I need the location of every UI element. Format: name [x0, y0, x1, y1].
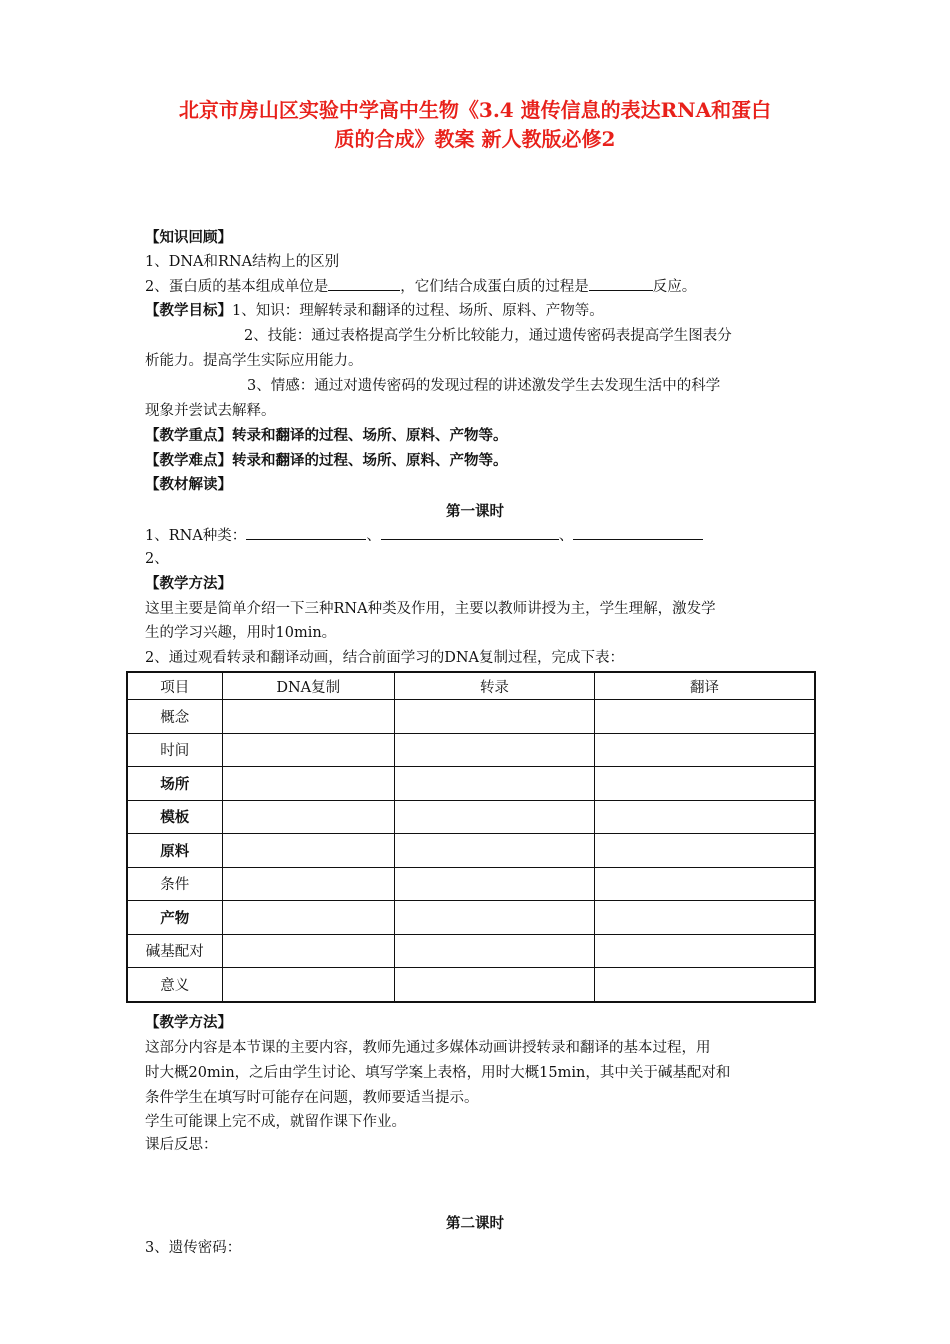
row-label: 产物 — [127, 901, 222, 935]
table-cell[interactable] — [594, 901, 815, 935]
table-cell[interactable] — [594, 867, 815, 901]
table-cell[interactable] — [222, 901, 394, 935]
goals-line-4: 3、情感：通过对遗传密码的发现过程的讲述激发学生去发现生活中的科学 — [247, 378, 721, 394]
table-header-cell: DNA复制 — [222, 672, 394, 700]
table-cell[interactable] — [394, 901, 594, 935]
method-text-2c: 条件学生在填写时可能存在问题，教师要适当提示。 — [145, 1090, 479, 1106]
method-heading-2: 【教学方法】 — [145, 1014, 232, 1031]
difficulty: 【教学难点】转录和翻译的过程、场所、原料、产物等。 — [145, 452, 508, 469]
method-text-2d: 学生可能课上完不成，就留作课下作业。 — [145, 1114, 406, 1130]
row-label: 原料 — [127, 834, 222, 868]
table-header-cell: 转录 — [394, 672, 594, 700]
fill-blank — [246, 525, 366, 540]
table-header-cell: 翻译 — [594, 672, 815, 700]
table-cell[interactable] — [394, 968, 594, 1002]
document-title — [120, 96, 830, 154]
reflection-label: 课后反思： — [145, 1137, 218, 1153]
table-row — [127, 968, 815, 1002]
title-line-2: 质的合成》教案 新人教版必修2 — [334, 127, 616, 151]
table-cell[interactable] — [222, 700, 394, 734]
genetic-code-item: 3、遗传密码： — [145, 1240, 242, 1256]
table-row — [127, 700, 815, 734]
row-label: 碱基配对 — [127, 934, 222, 968]
goals-line-3: 析能力。提高学生实际应用能力。 — [145, 353, 363, 369]
review-item-2: 2、蛋白质的基本组成单位是 ，它们结合成蛋白质的过程是 反应。 — [145, 276, 696, 297]
table-cell[interactable] — [394, 700, 594, 734]
fill-blank — [573, 525, 703, 540]
table-header-row — [127, 672, 815, 700]
table-cell[interactable] — [594, 767, 815, 801]
table-row — [127, 834, 815, 868]
table-cell[interactable] — [222, 733, 394, 767]
table-cell[interactable] — [594, 800, 815, 834]
lesson-1-item-2: 2、 — [145, 551, 169, 567]
lesson-2-title: 第二课时 — [446, 1215, 504, 1232]
row-label: 模板 — [127, 800, 222, 834]
review-heading: 【知识回顾】 — [145, 229, 232, 246]
rna-types-line: 1、RNA种类： 、 、 — [145, 525, 703, 546]
table-row — [127, 733, 815, 767]
title-line-1: 北京市房山区实验中学高中生物《3.4 遗传信息的表达RNA和蛋白 — [178, 98, 772, 122]
table-cell[interactable] — [222, 968, 394, 1002]
table-header-cell: 项目 — [127, 672, 222, 700]
table-cell[interactable] — [394, 733, 594, 767]
method-heading-1: 【教学方法】 — [145, 575, 232, 592]
table-cell[interactable] — [222, 767, 394, 801]
fill-blank — [589, 276, 653, 291]
table-cell[interactable] — [594, 934, 815, 968]
goals-line-1: 【教学目标】1、知识：理解转录和翻译的过程、场所、原料、产物等。 — [145, 302, 604, 319]
table-row — [127, 867, 815, 901]
reading-heading: 【教材解读】 — [145, 476, 232, 493]
row-label: 意义 — [127, 968, 222, 1002]
table-row — [127, 800, 815, 834]
table-cell[interactable] — [394, 800, 594, 834]
method-text-2a: 这部分内容是本节课的主要内容，教师先通过多媒体动画讲授转录和翻译的基本过程，用 — [145, 1040, 711, 1056]
comparison-table — [126, 671, 816, 1003]
table-cell[interactable] — [594, 968, 815, 1002]
review-item-1: 1、DNA和RNA结构上的区别 — [145, 254, 340, 270]
row-label: 时间 — [127, 733, 222, 767]
lesson-1-title: 第一课时 — [446, 503, 504, 520]
table-row — [127, 934, 815, 968]
table-intro: 2、通过观看转录和翻译动画，结合前面学习的DNA复制过程，完成下表： — [145, 650, 625, 666]
table-row — [127, 901, 815, 935]
row-label: 场所 — [127, 767, 222, 801]
table-cell[interactable] — [594, 700, 815, 734]
row-label: 条件 — [127, 867, 222, 901]
table-cell[interactable] — [222, 867, 394, 901]
table-cell[interactable] — [594, 834, 815, 868]
method-text-1a: 这里主要是简单介绍一下三种RNA种类及作用，主要以教师讲授为主，学生理解，激发学 — [145, 601, 716, 617]
table-cell[interactable] — [394, 934, 594, 968]
method-text-1b: 生的学习兴趣，用时10min。 — [145, 625, 337, 641]
table-cell[interactable] — [594, 733, 815, 767]
key-point: 【教学重点】转录和翻译的过程、场所、原料、产物等。 — [145, 427, 508, 444]
method-text-2b: 时大概20min，之后由学生讨论、填写学案上表格，用时大概15min，其中关于碱基配对和 — [145, 1065, 731, 1081]
table-cell[interactable] — [222, 800, 394, 834]
fill-blank — [328, 276, 400, 291]
row-label: 概念 — [127, 700, 222, 734]
goals-line-5: 现象并尝试去解释。 — [145, 403, 276, 419]
goals-line-2: 2、技能：通过表格提高学生分析比较能力，通过遗传密码表提高学生图表分 — [244, 328, 732, 344]
table-cell[interactable] — [222, 834, 394, 868]
fill-blank — [381, 525, 559, 540]
table-cell[interactable] — [394, 867, 594, 901]
table-row — [127, 767, 815, 801]
table-cell[interactable] — [222, 934, 394, 968]
table-cell[interactable] — [394, 834, 594, 868]
table-cell[interactable] — [394, 767, 594, 801]
